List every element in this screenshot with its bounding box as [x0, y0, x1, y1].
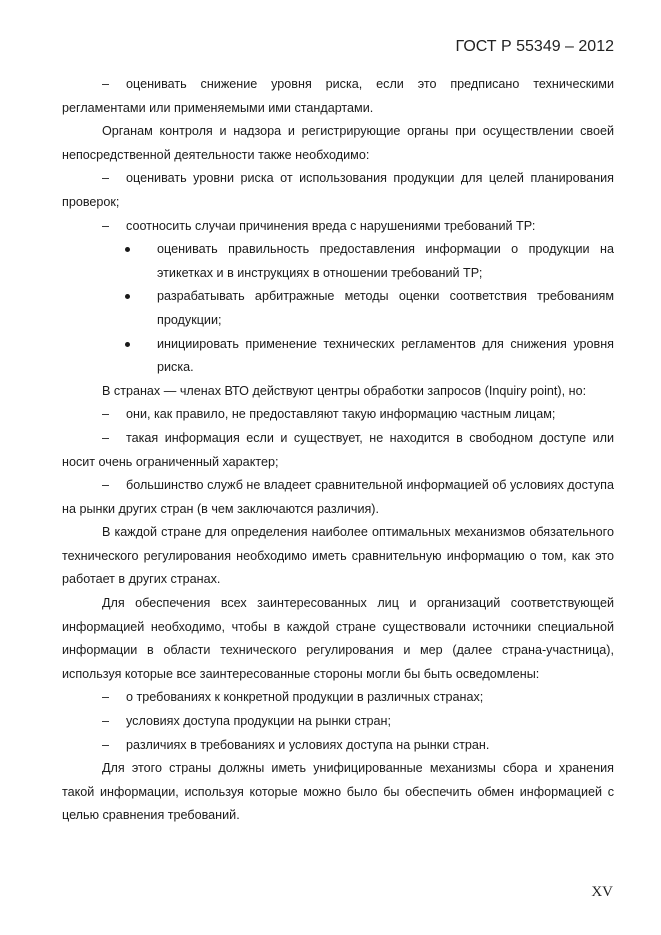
- paragraph: В каждой стране для определения наиболее оптимальных механизмов обязательного технического регулирования необходимо иметь сравнительную информацию о том, как это работает в других странах.: [62, 525, 614, 587]
- dash-marker: –: [102, 430, 110, 445]
- document-code: ГОСТ Р 55349 – 2012: [455, 38, 614, 55]
- paragraph: В странах — членах ВТО действуют центры обработки запросов (Inquiry point), но:: [102, 383, 587, 398]
- dash-item: [62, 474, 614, 521]
- bullet-dot-icon: [125, 247, 130, 252]
- dash-item: [62, 167, 614, 214]
- dash-marker: –: [102, 171, 110, 186]
- dash-item: [62, 215, 614, 239]
- bullet-dot-icon: [125, 342, 130, 347]
- dash-item: [62, 403, 614, 427]
- page-number: XV: [591, 884, 613, 900]
- dash-marker: –: [102, 407, 110, 422]
- dash-item: [62, 734, 614, 758]
- bullet-dot-icon: [125, 294, 130, 299]
- dash-marker: –: [102, 714, 110, 729]
- dash-marker: –: [102, 77, 110, 91]
- bullet-item: [157, 333, 614, 380]
- paragraph: Для обеспечения всех заинтересованных лиц и организаций соответствующей информацией необходимо, чтобы в каждой стране существовали источники специальной информации в области технического регулирования и мер (далее страна-участница), используя которые все заинтересованные стороны могли бы быть осведомлены:: [62, 596, 614, 681]
- dash-item-text: оценивать уровни риска от использования продукции для целей планирования проверок;: [62, 171, 614, 209]
- dash-item-text: условиях доступа продукции на рынки стран;: [126, 714, 391, 729]
- dash-item-text: такая информация если и существует, не находится в свободном доступе или носит очень ограниченный характер;: [62, 430, 614, 469]
- dash-marker: –: [102, 690, 110, 705]
- paragraph: Для этого страны должны иметь унифицированные механизмы сбора и хранения такой информации, используя которые можно было бы обеспечить обмен информацией с целью сравнения требований.: [62, 761, 614, 823]
- dash-item-text: различиях в требованиях и условиях доступа на рынки стран.: [126, 737, 490, 752]
- bullet-item: [157, 238, 614, 285]
- dash-item: [62, 73, 614, 120]
- bullet-item-text: инициировать применение технических регламентов для снижения уровня риска.: [157, 336, 614, 375]
- dash-item: [62, 686, 614, 710]
- bullet-item-text: разрабатывать арбитражные методы оценки соответствия требованиям продукции;: [157, 289, 614, 327]
- dash-item: [62, 427, 614, 474]
- dash-marker: –: [102, 737, 110, 752]
- dash-item-text: оценивать снижение уровня риска, если это предписано техническими регламентами или применяемыми ими стандартами.: [62, 77, 614, 115]
- paragraph: Органам контроля и надзора и регистрирующие органы при осуществлении своей непосредственной деятельности также необходимо:: [62, 124, 614, 162]
- dash-item: [62, 710, 614, 734]
- bullet-item: [157, 285, 614, 332]
- dash-item-text: о требованиях к конкретной продукции в различных странах;: [126, 690, 484, 705]
- document-body: [62, 73, 614, 828]
- dash-marker: –: [102, 218, 110, 233]
- dash-marker: –: [102, 478, 110, 493]
- dash-item-text: они, как правило, не предоставляют такую информацию частным лицам;: [126, 407, 556, 422]
- bullet-item-text: оценивать правильность предоставления информации о продукции на этикетках и в инструкциях в отношении требований ТР;: [157, 242, 614, 280]
- dash-item-text: соотносить случаи причинения вреда с нарушениями требований ТР:: [126, 218, 536, 233]
- dash-item-text: большинство служб не владеет сравнительной информацией об условиях доступа на рынки других стран (в чем заключаются различия).: [62, 478, 614, 516]
